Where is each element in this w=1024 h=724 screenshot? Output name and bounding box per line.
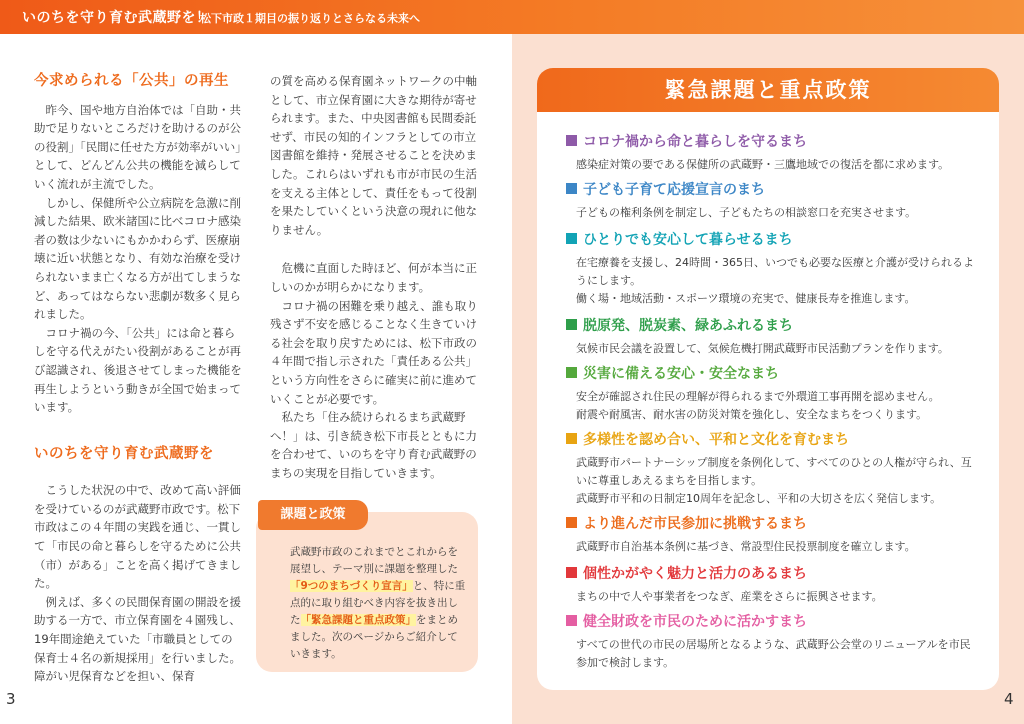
policy-item [566, 230, 976, 308]
square-bullet-icon [566, 233, 577, 244]
paragraph: 昨今、国や地方自治体では「自助・共助で足りないところだけを助けるのが公の役割」「民間に任せた方が効率がいい」として、どんどん公共の機能を減らしていく流れが主流でした。 [34, 102, 241, 191]
policy-title [566, 612, 976, 632]
square-bullet-icon [566, 567, 577, 578]
callout-text-part: をまとめました。次のページからご紹介していきます。 [290, 614, 458, 660]
policy-title-text: 子ども子育て応援宣言のまち [583, 182, 765, 198]
policy-description: まちの中で人や事業者をつなぎ、産業をさらに振興させます。 [576, 590, 883, 603]
policy-title [566, 364, 976, 384]
policy-title-text: より進んだ市民参加に挑戦するまち [583, 516, 807, 532]
callout-tag: 課題と政策 [258, 500, 368, 530]
left-column-1 [34, 72, 244, 686]
header-subtitle: 松下市政１期目の振り返りとさらなる未来へ [200, 12, 420, 25]
policy-title [566, 564, 976, 584]
policy-item [566, 364, 976, 424]
policy-description: 武蔵野市パートナーシップ制度を条例化して、すべてのひとの人権が守られ、互いに尊重しあえるまちを目指します。 武蔵野市平和の日制定10周年を記念し、平和の大切さを広く発信します。 [576, 456, 972, 505]
square-bullet-icon [566, 183, 577, 194]
policy-title [566, 180, 976, 200]
header-bar [0, 0, 1024, 34]
paragraph: コロナ禍の今、「公共」には命と暮らしを守る代えがたい役割があることが再び認識され、後退させてしまった機能を再生しようという動きが全国で始まっています。 [34, 325, 242, 415]
policy-title [566, 514, 976, 534]
policy-title [566, 230, 976, 250]
paragraph-gap [270, 239, 480, 259]
policy-item [566, 132, 976, 174]
policy-description: 感染症対策の要である保健所の武蔵野・三鷹地域での復活を都に求めます。 [576, 158, 950, 171]
policy-item [566, 514, 976, 556]
callout-highlight: 「緊急課題と重点政策」 [300, 614, 416, 626]
paragraph: 私たち「住み続けられるまち武蔵野へ！」は、引き続き松下市長とともに力を合わせて、いのちを守り育む武蔵野のまちの実現を目指していきます。 [270, 410, 477, 480]
policy-description: すべての世代の市民の居場所となるような、武蔵野公会堂のリニューアルを市民参加で検討します。 [576, 638, 971, 669]
callout-text [290, 544, 468, 663]
policy-item [566, 612, 976, 672]
header-title: いのちを守り育む武蔵野を！ [22, 10, 211, 26]
square-bullet-icon [566, 135, 577, 146]
policy-title-text: 健全財政を市民のために活かすまち [583, 614, 807, 630]
policy-item [566, 180, 976, 222]
paragraph: 例えば、多くの民間保育園の開設を援助する一方で、市立保育園を４園残し、19年間途絶えていた「市職員としての保育士４名の新規採用」を行いました。障がい児保育などを担い、保育 [34, 594, 241, 684]
callout-text-part: 武蔵野市政のこれまでとこれからを展望し、テーマ別に課題を整理した [290, 546, 458, 575]
policy-title [566, 132, 976, 152]
policy-title-text: 個性かがやく魅力と活力のあるまち [583, 566, 807, 582]
square-bullet-icon [566, 615, 577, 626]
policy-title-text: 災害に備える安心・安全なまち [583, 366, 779, 382]
paragraph: の質を高める保育園ネットワークの中軸として、市立保育園に大きな期待が寄せられます。また、中央図書館も民間委託せず、市民の知的インフラとしての市立図書館を維持・発展させることを決めました。これらはいずれも市が市民の生活を支える主体として、責任をもって役割を果たしていくという決意の現れに他なりません。 [270, 74, 477, 237]
page-number-left: 3 [6, 690, 16, 708]
callout-highlight: 「9つのまちづくり宣言」 [290, 580, 413, 592]
policy-item [566, 316, 976, 358]
square-bullet-icon [566, 433, 577, 444]
policy-item [566, 564, 976, 606]
paragraph: 危機に直面した時ほど、何が本当に正しいのかが明らかになります。 [270, 261, 477, 294]
square-bullet-icon [566, 367, 577, 378]
policy-title-text: コロナ禍から命と暮らしを守るまち [583, 134, 807, 150]
policy-item [566, 430, 976, 508]
left-column-2 [270, 72, 480, 482]
policy-title [566, 316, 976, 336]
policy-title-text: 多様性を認め合い、平和と文化を育むまち [583, 432, 849, 448]
policy-panel-title: 緊急課題と重点政策 [537, 68, 999, 112]
policy-description: 気候市民会議を設置して、気候危機打開武蔵野市民活動プランを作ります。 [576, 342, 949, 355]
policy-description: 安全が確認され住民の理解が得られるまで外環道工事再開を認めません。 耐震や耐風害、耐水害の防災対策を強化し、安全なまちをつくります。 [576, 390, 940, 421]
section-heading-public: 今求められる「公共」の再生 [34, 73, 229, 89]
policy-title-text: 脱原発、脱炭素、緑あふれるまち [583, 318, 793, 334]
paragraph: コロナ禍の困難を乗り越え、誰も取り残さず不安を感じることなく生きていける社会を取り戻すためには、松下市政の４年間で指し示された「責任ある公共」という方向性をさらに確実に前に進めていくことが必要です。 [270, 298, 478, 406]
policy-description: 子どもの権利条例を制定し、子どもたちの相談窓口を充実させます。 [576, 206, 917, 219]
page-number-right: 4 [1004, 690, 1014, 708]
policy-title-text: ひとりでも安心して暮らせるまち [583, 232, 793, 248]
square-bullet-icon [566, 517, 577, 528]
policy-title [566, 430, 976, 450]
paragraph: こうした状況の中で、改めて高い評価を受けているのが武蔵野市政です。松下市政はこの４年間の実践を通じ、一貫して「市民の命と暮らしを守るために公共（市）がある」ことを高く掲げてきました。 [34, 483, 241, 591]
policy-description: 武蔵野市自治基本条例に基づき、常設型住民投票制度を確立します。 [576, 540, 916, 553]
callout-text-part: と、特に重点的に取り組むべき内容を抜き出した [290, 580, 466, 626]
square-bullet-icon [566, 319, 577, 330]
section-heading-life: いのちを守り育む武蔵野を [34, 445, 214, 462]
policy-description: 在宅療養を支援し、24時間・365日、いつでも必要な医療と介護が受けられるようにします。 働く場・地域活動・スポーツ環境の充実で、健康長寿を推進します。 [576, 256, 974, 305]
paragraph: しかし、保健所や公立病院を急激に削減した結果、欧米諸国に比べコロナ感染者の数は少ないにもかかわらず、医療崩壊に近い状態となり、有効な治療を受けられないまま亡くなる方が出てしまうなど、あってはならない悲劇が数多く見られました。 [34, 195, 241, 322]
